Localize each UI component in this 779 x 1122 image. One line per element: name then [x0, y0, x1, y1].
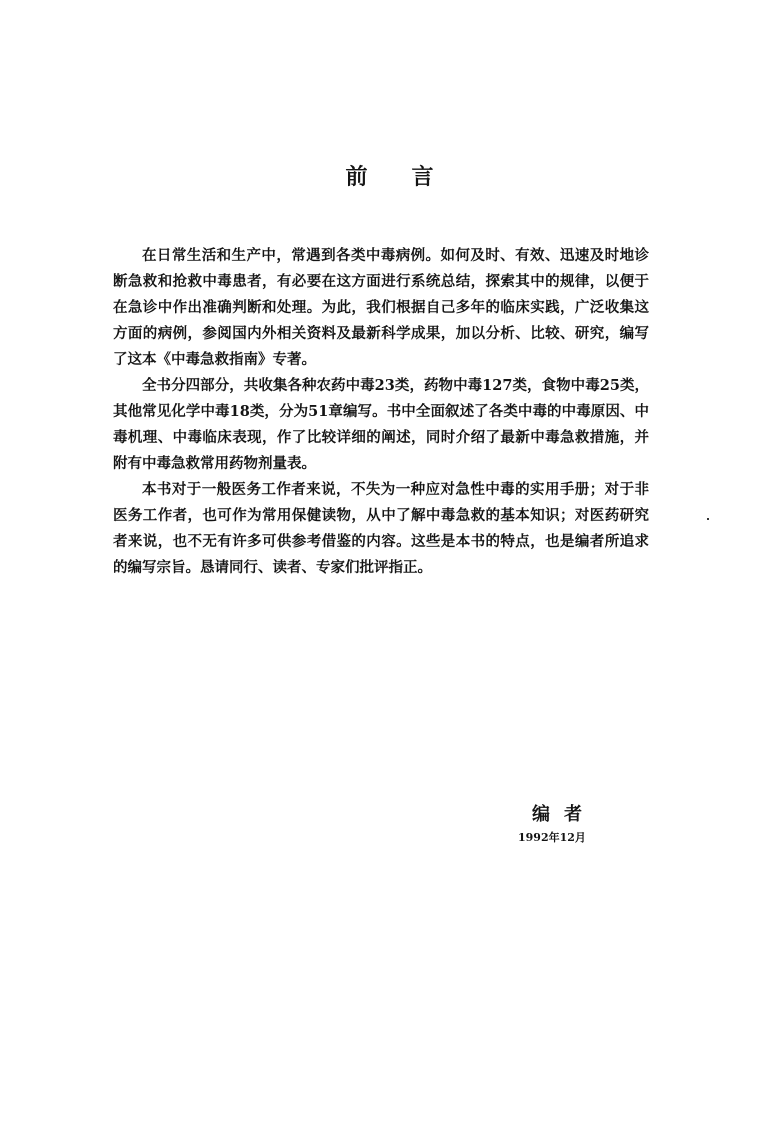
- author-signature: 编者: [532, 804, 596, 825]
- preface-paragraph-3: 本书对于一般医务工作者来说，不失为一种应对急性中毒的实用手册；对于非医务工作者，也可作为常用保健读物，从中了解中毒急救的基本知识；对医药研究者来说，也不无有许多可供参考借鉴的内容。这些是本书的特点，也是编者所追求的编写宗旨。恳请同行、读者、专家们批评指正。: [113, 481, 649, 576]
- page-title: 前言: [345, 164, 478, 190]
- scan-speck: [707, 518, 709, 520]
- preface-body: [113, 243, 649, 581]
- signature-date: 1992年12月: [518, 831, 586, 844]
- preface-paragraph-1: 在日常生活和生产中，常遇到各类中毒病例。如何及时、有效、迅速及时地诊断急救和抢救中毒患者，有必要在这方面进行系统总结，探索其中的规律，以便于在急诊中作出准确判断和处理。为此，我们根据自己多年的临床实践，广泛收集这方面的病例，参阅国内外相关资料及最新科学成果，加以分析、比较、研究，编写了这本《中毒急救指南》专著。: [113, 247, 649, 368]
- preface-paragraph-2: 全书分四部分，共收集各种农药中毒23类，药物中毒127类，食物中毒25类，其他常见化学中毒18类，分为51章编写。书中全面叙述了各类中毒的中毒原因、中毒机理、中毒临床表现，作了比较详细的阐述，同时介绍了最新中毒急救措施，并附有中毒急救常用药物剂量表。: [113, 377, 649, 472]
